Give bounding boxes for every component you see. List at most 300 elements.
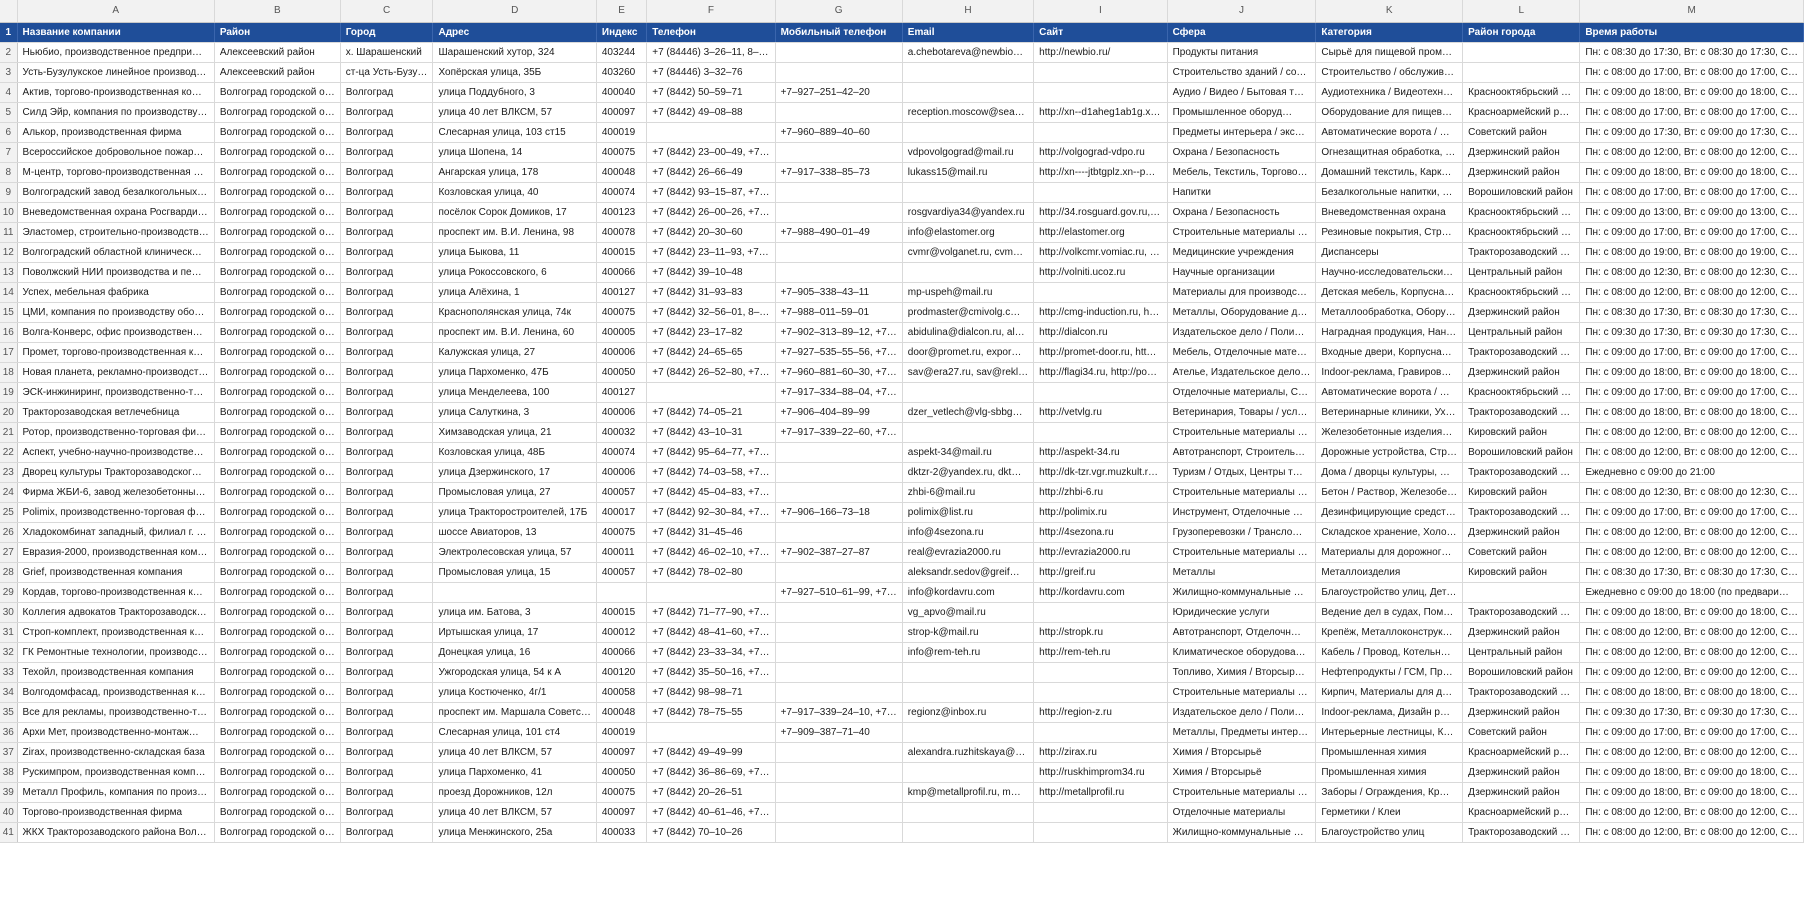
table-cell[interactable]: Коллегия адвокатов Тракторозаводск… <box>17 602 214 622</box>
table-cell[interactable]: Волгоград <box>340 382 433 402</box>
table-cell[interactable] <box>902 422 1033 442</box>
table-cell[interactable]: Безалкогольные напитки, … <box>1316 182 1463 202</box>
table-cell[interactable]: 400074 <box>596 182 646 202</box>
table-cell[interactable]: ЦМИ, компания по производству обо… <box>17 302 214 322</box>
table-cell[interactable]: 400097 <box>596 102 646 122</box>
table-cell[interactable]: Пн: с 09:00 до 18:00, Вт: с 09:00 до 18:00, С… <box>1580 82 1804 102</box>
table-cell[interactable]: Пн: с 08:00 до 12:00, Вт: с 08:00 до 12:00, С… <box>1580 822 1804 842</box>
table-cell[interactable] <box>775 742 902 762</box>
table-cell[interactable]: Металлы, Оборудование д… <box>1167 302 1316 322</box>
table-cell[interactable]: Волгоград <box>340 182 433 202</box>
table-cell[interactable]: Волгоград городской о… <box>214 562 340 582</box>
table-cell[interactable] <box>775 482 902 502</box>
table-cell[interactable]: +7 (8442) 23–17–82 <box>647 322 775 342</box>
table-cell[interactable]: +7 (8442) 49–08–88 <box>647 102 775 122</box>
table-cell[interactable]: Пн: с 09:00 до 17:00, Вт: с 09:00 до 17:00, С… <box>1580 722 1804 742</box>
table-cell[interactable]: Волгоград городской о… <box>214 202 340 222</box>
table-cell[interactable]: Волгоград <box>340 262 433 282</box>
table-cell[interactable]: проспект им. Маршала Советс… <box>433 702 596 722</box>
table-cell[interactable]: http://dialcon.ru <box>1034 322 1167 342</box>
table-cell[interactable]: посёлок Сорок Домиков, 17 <box>433 202 596 222</box>
row-number[interactable]: 7 <box>0 142 17 162</box>
row-number[interactable]: 37 <box>0 742 17 762</box>
table-cell[interactable]: http://metallprofil.ru <box>1034 782 1167 802</box>
table-cell[interactable]: http://volkcmr.vomiac.ru, … <box>1034 242 1167 262</box>
table-cell[interactable]: Пн: с 09:00 до 13:00, Вт: с 09:00 до 13:00, С… <box>1580 202 1804 222</box>
table-cell[interactable]: Волгоград городской о… <box>214 462 340 482</box>
table-cell[interactable]: Кировский район <box>1463 562 1580 582</box>
table-cell[interactable]: Волгоград городской о… <box>214 322 340 342</box>
row-number[interactable]: 32 <box>0 642 17 662</box>
table-cell[interactable]: Красноармейский р… <box>1463 102 1580 122</box>
table-cell[interactable] <box>775 462 902 482</box>
table-cell[interactable]: Новая планета, рекламно-производст… <box>17 362 214 382</box>
table-cell[interactable]: Волгоград городской о… <box>214 762 340 782</box>
table-cell[interactable] <box>1463 42 1580 62</box>
table-cell[interactable]: Издательское дело / Поли… <box>1167 322 1316 342</box>
table-cell[interactable]: 400015 <box>596 602 646 622</box>
table-cell[interactable] <box>902 62 1033 82</box>
table-cell[interactable]: Grief, производственная компания <box>17 562 214 582</box>
table-cell[interactable]: http://greif.ru <box>1034 562 1167 582</box>
table-cell[interactable] <box>1034 602 1167 622</box>
table-cell[interactable]: http://promet-door.ru, htt… <box>1034 342 1167 362</box>
row-number[interactable]: 10 <box>0 202 17 222</box>
row-number[interactable]: 26 <box>0 522 17 542</box>
table-cell[interactable]: Иртышская улица, 17 <box>433 622 596 642</box>
table-cell[interactable]: Тракторозаводский … <box>1463 462 1580 482</box>
table-cell[interactable]: 400078 <box>596 222 646 242</box>
table-cell[interactable]: Пн: с 08:00 до 12:00, Вт: с 08:00 до 12:00, С… <box>1580 422 1804 442</box>
table-cell[interactable]: Промышленная химия <box>1316 762 1463 782</box>
table-cell[interactable]: Ангарская улица, 178 <box>433 162 596 182</box>
column-header[interactable]: C <box>340 0 433 22</box>
table-cell[interactable]: Строп-комплект, производственная к… <box>17 622 214 642</box>
table-cell[interactable]: Продукты питания <box>1167 42 1316 62</box>
table-cell[interactable]: улица 40 лет ВЛКСМ, 57 <box>433 802 596 822</box>
table-cell[interactable]: Алексеевский район <box>214 42 340 62</box>
table-cell[interactable]: Краснооктябрьский … <box>1463 202 1580 222</box>
table-cell[interactable]: Волгоград <box>340 442 433 462</box>
table-cell[interactable]: Торгово-производственная фирма <box>17 802 214 822</box>
table-cell[interactable]: Детская мебель, Корпусна… <box>1316 282 1463 302</box>
table-cell[interactable]: http://34.rosguard.gov.ru,… <box>1034 202 1167 222</box>
table-cell[interactable]: Отделочные материалы <box>1167 802 1316 822</box>
table-cell[interactable]: Охрана / Безопасность <box>1167 202 1316 222</box>
table-cell[interactable]: улица Быкова, 11 <box>433 242 596 262</box>
table-cell[interactable] <box>775 62 902 82</box>
table-cell[interactable] <box>775 642 902 662</box>
table-cell[interactable]: Юридические услуги <box>1167 602 1316 622</box>
column-header[interactable]: G <box>775 0 902 22</box>
table-cell[interactable]: +7 (8442) 95–64–77, +7… <box>647 442 775 462</box>
table-cell[interactable]: 400097 <box>596 802 646 822</box>
table-cell[interactable]: Сырьё для пищевой пром… <box>1316 42 1463 62</box>
table-cell[interactable]: Дзержинский район <box>1463 762 1580 782</box>
table-cell[interactable]: alexandra.ruzhitskaya@… <box>902 742 1033 762</box>
table-cell[interactable]: Актив, торгово-производственная ко… <box>17 82 214 102</box>
table-cell[interactable]: Волгоград <box>340 682 433 702</box>
row-number[interactable]: 34 <box>0 682 17 702</box>
table-cell[interactable]: Волгоград городской о… <box>214 122 340 142</box>
table-cell[interactable]: Волгоград городской о… <box>214 442 340 462</box>
table-cell[interactable]: Складское хранение, Холо… <box>1316 522 1463 542</box>
table-cell[interactable]: Ньюбио, производственное предпри… <box>17 42 214 62</box>
table-cell[interactable]: Резиновые покрытия, Стр… <box>1316 222 1463 242</box>
table-cell[interactable] <box>902 122 1033 142</box>
table-cell[interactable]: Строительные материалы … <box>1167 422 1316 442</box>
row-number[interactable]: 2 <box>0 42 17 62</box>
table-cell[interactable]: Волгоград городской о… <box>214 542 340 562</box>
table-cell[interactable]: +7–960–881–60–30, +7… <box>775 362 902 382</box>
table-cell[interactable]: Аспект, учебно-научно-производстве… <box>17 442 214 462</box>
table-cell[interactable]: Волгоград городской о… <box>214 422 340 442</box>
table-cell[interactable]: +7 (8442) 92–30–84, +7… <box>647 502 775 522</box>
table-cell[interactable]: Входные двери, Корпусна… <box>1316 342 1463 362</box>
table-cell[interactable]: Аудио / Видео / Бытовая т… <box>1167 82 1316 102</box>
row-number[interactable]: 8 <box>0 162 17 182</box>
table-cell[interactable]: +7–917–338–85–73 <box>775 162 902 182</box>
table-cell[interactable]: Слесарная улица, 103 ст15 <box>433 122 596 142</box>
table-cell[interactable]: aspekt-34@mail.ru <box>902 442 1033 462</box>
table-cell[interactable]: Тракторозаводский … <box>1463 682 1580 702</box>
table-cell[interactable] <box>1034 82 1167 102</box>
table-cell[interactable]: Волгоград городской о… <box>214 502 340 522</box>
table-cell[interactable] <box>902 262 1033 282</box>
table-cell[interactable]: 400017 <box>596 502 646 522</box>
table-cell[interactable] <box>902 82 1033 102</box>
table-cell[interactable]: Волгоград городской о… <box>214 602 340 622</box>
table-cell[interactable]: Пн: с 09:00 до 17:00, Вт: с 09:00 до 17:00, С… <box>1580 382 1804 402</box>
row-number[interactable]: 16 <box>0 322 17 342</box>
table-cell[interactable]: Центральный район <box>1463 262 1580 282</box>
table-cell[interactable]: +7 (8442) 70–10–26 <box>647 822 775 842</box>
table-cell[interactable]: info@4sezona.ru <box>902 522 1033 542</box>
table-cell[interactable]: Автотранспорт, Отделочн… <box>1167 622 1316 642</box>
row-number[interactable]: 30 <box>0 602 17 622</box>
row-number[interactable]: 25 <box>0 502 17 522</box>
table-cell[interactable] <box>1034 62 1167 82</box>
table-cell[interactable]: info@elastomer.org <box>902 222 1033 242</box>
table-cell[interactable]: Слесарная улица, 101 ст4 <box>433 722 596 742</box>
table-cell[interactable]: 400057 <box>596 482 646 502</box>
table-cell[interactable]: улица Рокоссовского, 6 <box>433 262 596 282</box>
table-cell[interactable]: 400075 <box>596 142 646 162</box>
table-cell[interactable]: Пн: с 08:00 до 12:30, Вт: с 08:00 до 12:30, С… <box>1580 262 1804 282</box>
column-header[interactable]: D <box>433 0 596 22</box>
row-number[interactable]: 23 <box>0 462 17 482</box>
table-cell[interactable]: +7 (8442) 49–49–99 <box>647 742 775 762</box>
table-cell[interactable]: 400015 <box>596 242 646 262</box>
table-cell[interactable]: Пн: с 09:00 до 17:30, Вт: с 09:00 до 17:30, С… <box>1580 122 1804 142</box>
table-cell[interactable]: +7–917–339–22–60, +7… <box>775 422 902 442</box>
table-cell[interactable]: Металлы <box>1167 562 1316 582</box>
row-number[interactable]: 9 <box>0 182 17 202</box>
table-cell[interactable]: 400057 <box>596 562 646 582</box>
table-cell[interactable]: Волгоград городской о… <box>214 402 340 422</box>
table-cell[interactable] <box>902 662 1033 682</box>
table-cell[interactable]: Пн: с 08:00 до 12:00, Вт: с 08:00 до 12:00, С… <box>1580 142 1804 162</box>
table-cell[interactable]: Металлоизделия <box>1316 562 1463 582</box>
table-cell[interactable]: Кордав, торгово-производственная к… <box>17 582 214 602</box>
table-cell[interactable]: http://aspekt-34.ru <box>1034 442 1167 462</box>
table-cell[interactable]: +7 (8442) 39–10–48 <box>647 262 775 282</box>
row-number[interactable]: 1 <box>0 22 17 42</box>
table-cell[interactable]: Грузоперевозки / Трансло… <box>1167 522 1316 542</box>
table-cell[interactable]: Кировский район <box>1463 422 1580 442</box>
table-cell[interactable]: Аудиотехника / Видеотехн… <box>1316 82 1463 102</box>
table-cell[interactable]: улица им. Батова, 3 <box>433 602 596 622</box>
table-cell[interactable]: +7 (8442) 36–86–69, +7… <box>647 762 775 782</box>
table-cell[interactable]: zhbi-6@mail.ru <box>902 482 1033 502</box>
table-cell[interactable]: улица Пархоменко, 41 <box>433 762 596 782</box>
table-cell[interactable]: Волгоградский завод безалкогольных… <box>17 182 214 202</box>
table-cell[interactable]: http://zhbi-6.ru <box>1034 482 1167 502</box>
header-cell[interactable]: Название компании <box>17 22 214 42</box>
table-cell[interactable]: Волгоград <box>340 502 433 522</box>
table-cell[interactable]: +7–909–387–71–40 <box>775 722 902 742</box>
table-cell[interactable]: М-центр, торгово-производственная … <box>17 162 214 182</box>
table-cell[interactable] <box>647 722 775 742</box>
table-cell[interactable]: http://zirax.ru <box>1034 742 1167 762</box>
table-cell[interactable]: улица Костюченко, 4г/1 <box>433 682 596 702</box>
table-cell[interactable]: Климатическое оборудова… <box>1167 642 1316 662</box>
table-cell[interactable]: Волгоград городской о… <box>214 242 340 262</box>
table-cell[interactable]: Пн: с 09:00 до 18:00, Вт: с 09:00 до 18:00, С… <box>1580 362 1804 382</box>
table-cell[interactable]: улица 40 лет ВЛКСМ, 57 <box>433 742 596 762</box>
column-header[interactable]: M <box>1580 0 1804 22</box>
table-cell[interactable] <box>433 582 596 602</box>
table-cell[interactable]: Волгоград городской о… <box>214 82 340 102</box>
table-cell[interactable]: Волгоград <box>340 562 433 582</box>
table-cell[interactable]: Железобетонные изделия… <box>1316 422 1463 442</box>
table-cell[interactable]: Донецкая улица, 16 <box>433 642 596 662</box>
table-cell[interactable]: Волгоград городской о… <box>214 342 340 362</box>
table-cell[interactable]: Нефтепродукты / ГСМ, Пр… <box>1316 662 1463 682</box>
column-header[interactable]: B <box>214 0 340 22</box>
table-cell[interactable]: ЭСК-инжиниринг, производственно-т… <box>17 382 214 402</box>
table-cell[interactable]: Волгоград городской о… <box>214 722 340 742</box>
table-cell[interactable]: +7–988–490–01–49 <box>775 222 902 242</box>
table-cell[interactable]: prodmaster@cmivolg.c… <box>902 302 1033 322</box>
table-cell[interactable]: Волгоград <box>340 82 433 102</box>
table-cell[interactable]: a.chebotareva@newbio… <box>902 42 1033 62</box>
table-cell[interactable]: http://elastomer.org <box>1034 222 1167 242</box>
header-cell[interactable]: Адрес <box>433 22 596 42</box>
table-cell[interactable]: Евразия-2000, производственная ком… <box>17 542 214 562</box>
table-cell[interactable]: Волгоградский областной клиническ… <box>17 242 214 262</box>
table-cell[interactable] <box>647 122 775 142</box>
table-cell[interactable]: +7 (8442) 23–11–93, +7… <box>647 242 775 262</box>
table-cell[interactable]: Строительные материалы … <box>1167 682 1316 702</box>
table-cell[interactable]: Вневедомственная охрана <box>1316 202 1463 222</box>
table-cell[interactable]: Пн: с 08:00 до 17:00, Вт: с 08:00 до 17:00, С… <box>1580 62 1804 82</box>
table-cell[interactable]: +7 (8442) 50–59–71 <box>647 82 775 102</box>
table-cell[interactable]: Краснополянская улица, 74к <box>433 302 596 322</box>
table-cell[interactable]: door@promet.ru, expor… <box>902 342 1033 362</box>
table-cell[interactable]: +7–988–011–59–01 <box>775 302 902 322</box>
table-cell[interactable]: 400006 <box>596 462 646 482</box>
table-cell[interactable]: http://ruskhimprom34.ru <box>1034 762 1167 782</box>
table-cell[interactable]: Центральный район <box>1463 642 1580 662</box>
table-cell[interactable]: +7 (8442) 26–52–80, +7… <box>647 362 775 382</box>
row-number[interactable]: 18 <box>0 362 17 382</box>
table-cell[interactable]: Волгоград <box>340 822 433 842</box>
table-cell[interactable]: Дзержинский район <box>1463 782 1580 802</box>
table-cell[interactable]: Волгоград <box>340 202 433 222</box>
table-cell[interactable]: Пн: с 09:00 до 17:00, Вт: с 09:00 до 17:00, С… <box>1580 342 1804 362</box>
table-cell[interactable]: Волгоград городской о… <box>214 642 340 662</box>
row-number[interactable]: 21 <box>0 422 17 442</box>
table-cell[interactable]: Заборы / Ограждения, Кр… <box>1316 782 1463 802</box>
table-cell[interactable]: Строительство зданий / со… <box>1167 62 1316 82</box>
table-cell[interactable]: Волгоград городской о… <box>214 622 340 642</box>
table-cell[interactable]: dzer_vetlech@vlg-sbbg… <box>902 402 1033 422</box>
table-cell[interactable]: lukass15@mail.ru <box>902 162 1033 182</box>
table-cell[interactable] <box>902 802 1033 822</box>
table-cell[interactable]: Промысловая улица, 27 <box>433 482 596 502</box>
table-cell[interactable]: 400019 <box>596 122 646 142</box>
table-cell[interactable]: Волгоград <box>340 222 433 242</box>
table-cell[interactable]: +7 (8442) 93–15–87, +7… <box>647 182 775 202</box>
table-cell[interactable]: Пн: с 08:00 до 18:00, Вт: с 08:00 до 18:00, С… <box>1580 682 1804 702</box>
table-cell[interactable]: ст-ца Усть-Бузу… <box>340 62 433 82</box>
table-cell[interactable]: Химия / Вторсырьё <box>1167 762 1316 782</box>
table-cell[interactable]: Пн: с 09:00 до 18:00, Вт: с 09:00 до 18:00, С… <box>1580 162 1804 182</box>
table-cell[interactable]: 400120 <box>596 662 646 682</box>
table-cell[interactable]: проспект им. В.И. Ленина, 98 <box>433 222 596 242</box>
table-cell[interactable] <box>647 382 775 402</box>
table-cell[interactable]: Краснооктябрьский … <box>1463 282 1580 302</box>
table-cell[interactable]: Пн: с 08:30 до 17:30, Вт: с 08:30 до 17:30, С… <box>1580 302 1804 322</box>
table-cell[interactable]: Напитки <box>1167 182 1316 202</box>
table-cell[interactable]: http://kordavru.com <box>1034 582 1167 602</box>
table-cell[interactable]: Волгоград <box>340 142 433 162</box>
table-cell[interactable]: Волгоград городской о… <box>214 482 340 502</box>
table-cell[interactable]: http://region-z.ru <box>1034 702 1167 722</box>
table-cell[interactable]: http://newbio.ru/ <box>1034 42 1167 62</box>
table-cell[interactable]: 400127 <box>596 282 646 302</box>
table-cell[interactable]: Дзержинский район <box>1463 142 1580 162</box>
table-cell[interactable]: http://stropk.ru <box>1034 622 1167 642</box>
table-cell[interactable]: Волгодомфасад, производственная к… <box>17 682 214 702</box>
table-cell[interactable]: Волгоград <box>340 122 433 142</box>
table-cell[interactable]: шоссе Авиаторов, 13 <box>433 522 596 542</box>
table-cell[interactable] <box>775 242 902 262</box>
table-cell[interactable]: aleksandr.sedov@greif… <box>902 562 1033 582</box>
table-cell[interactable] <box>775 262 902 282</box>
table-cell[interactable] <box>775 762 902 782</box>
table-cell[interactable]: Пн: с 08:30 до 17:30, Вт: с 08:30 до 17:30, С… <box>1580 42 1804 62</box>
table-cell[interactable]: rosgvardiya34@yandex.ru <box>902 202 1033 222</box>
table-cell[interactable] <box>775 622 902 642</box>
table-cell[interactable]: reception.moscow@sea… <box>902 102 1033 122</box>
header-cell[interactable]: Сфера <box>1167 22 1316 42</box>
table-cell[interactable]: Волгоград <box>340 342 433 362</box>
table-cell[interactable]: Волгоград городской о… <box>214 742 340 762</box>
table-cell[interactable]: Дзержинский район <box>1463 302 1580 322</box>
table-cell[interactable]: +7–917–339–24–10, +7… <box>775 702 902 722</box>
table-cell[interactable]: Автоматические ворота / … <box>1316 382 1463 402</box>
table-cell[interactable]: 400074 <box>596 442 646 462</box>
table-cell[interactable]: Ужгородская улица, 54 к А <box>433 662 596 682</box>
table-cell[interactable]: http://volniti.ucoz.ru <box>1034 262 1167 282</box>
table-cell[interactable]: Мебель, Отделочные мате… <box>1167 342 1316 362</box>
table-cell[interactable]: ЖКХ Тракторозаводского района Вол… <box>17 822 214 842</box>
table-cell[interactable]: http://dk-tzr.vgr.muzkult.r… <box>1034 462 1167 482</box>
select-all-corner[interactable] <box>0 0 17 22</box>
table-cell[interactable]: 403244 <box>596 42 646 62</box>
table-cell[interactable]: http://vetvlg.ru <box>1034 402 1167 422</box>
table-cell[interactable]: Волгоград <box>340 602 433 622</box>
row-number[interactable]: 17 <box>0 342 17 362</box>
table-cell[interactable]: 400075 <box>596 522 646 542</box>
table-cell[interactable]: 400075 <box>596 302 646 322</box>
table-cell[interactable]: Успех, мебельная фабрика <box>17 282 214 302</box>
table-cell[interactable]: regionz@inbox.ru <box>902 702 1033 722</box>
table-cell[interactable]: Пн: с 09:00 до 18:00, Вт: с 09:00 до 18:00, С… <box>1580 782 1804 802</box>
table-cell[interactable]: +7–902–387–27–87 <box>775 542 902 562</box>
table-cell[interactable]: Волгоград городской о… <box>214 382 340 402</box>
table-cell[interactable]: dktzr-2@yandex.ru, dkt… <box>902 462 1033 482</box>
header-cell[interactable]: Email <box>902 22 1033 42</box>
table-cell[interactable]: Рускимпром, производственная комп… <box>17 762 214 782</box>
table-cell[interactable]: Тракторозаводский … <box>1463 402 1580 422</box>
table-cell[interactable]: Волгоград <box>340 282 433 302</box>
row-number[interactable]: 31 <box>0 622 17 642</box>
table-cell[interactable]: Волгоград <box>340 402 433 422</box>
table-cell[interactable]: Техойл, производственная компания <box>17 662 214 682</box>
table-cell[interactable]: Красноармейский р… <box>1463 802 1580 822</box>
table-cell[interactable]: Волга-Конверс, офис производствен… <box>17 322 214 342</box>
table-cell[interactable]: Металлы, Предметы интер… <box>1167 722 1316 742</box>
table-cell[interactable]: http://polimix.ru <box>1034 502 1167 522</box>
table-cell[interactable] <box>775 602 902 622</box>
table-cell[interactable]: Благоустройство улиц <box>1316 822 1463 842</box>
row-number[interactable]: 33 <box>0 662 17 682</box>
row-number[interactable]: 27 <box>0 542 17 562</box>
column-header[interactable]: A <box>17 0 214 22</box>
table-cell[interactable]: Инструмент, Отделочные … <box>1167 502 1316 522</box>
table-cell[interactable]: 400019 <box>596 722 646 742</box>
table-cell[interactable] <box>775 682 902 702</box>
table-cell[interactable]: +7 (8442) 43–10–31 <box>647 422 775 442</box>
table-cell[interactable]: Промышленное оборуд… <box>1167 102 1316 122</box>
table-cell[interactable]: Ротор, производственно-торговая фи… <box>17 422 214 442</box>
row-number[interactable]: 24 <box>0 482 17 502</box>
table-cell[interactable]: Волгоград <box>340 742 433 762</box>
table-cell[interactable]: Козловская улица, 48Б <box>433 442 596 462</box>
table-cell[interactable] <box>775 202 902 222</box>
table-cell[interactable]: 400075 <box>596 782 646 802</box>
table-cell[interactable]: Волгоград городской о… <box>214 282 340 302</box>
table-cell[interactable]: +7–902–313–89–12, +7… <box>775 322 902 342</box>
table-cell[interactable]: Вневедомственная охрана Росгварди… <box>17 202 214 222</box>
table-cell[interactable]: Жилищно-коммунальные … <box>1167 822 1316 842</box>
table-cell[interactable]: Волгоград городской о… <box>214 142 340 162</box>
table-cell[interactable] <box>775 782 902 802</box>
table-cell[interactable]: mp-uspeh@mail.ru <box>902 282 1033 302</box>
table-cell[interactable]: +7 (8442) 98–98–71 <box>647 682 775 702</box>
table-cell[interactable]: Архи Мет, производственно-монтаж… <box>17 722 214 742</box>
table-cell[interactable]: Научно-исследовательски… <box>1316 262 1463 282</box>
table-cell[interactable]: 400012 <box>596 622 646 642</box>
table-cell[interactable]: Ворошиловский район <box>1463 442 1580 462</box>
table-cell[interactable]: Силд Эйр, компания по производству… <box>17 102 214 122</box>
table-cell[interactable]: Красноармейский р… <box>1463 742 1580 762</box>
table-cell[interactable]: Волгоград городской о… <box>214 302 340 322</box>
table-cell[interactable]: Пн: с 08:00 до 12:00, Вт: с 08:00 до 12:00, С… <box>1580 442 1804 462</box>
